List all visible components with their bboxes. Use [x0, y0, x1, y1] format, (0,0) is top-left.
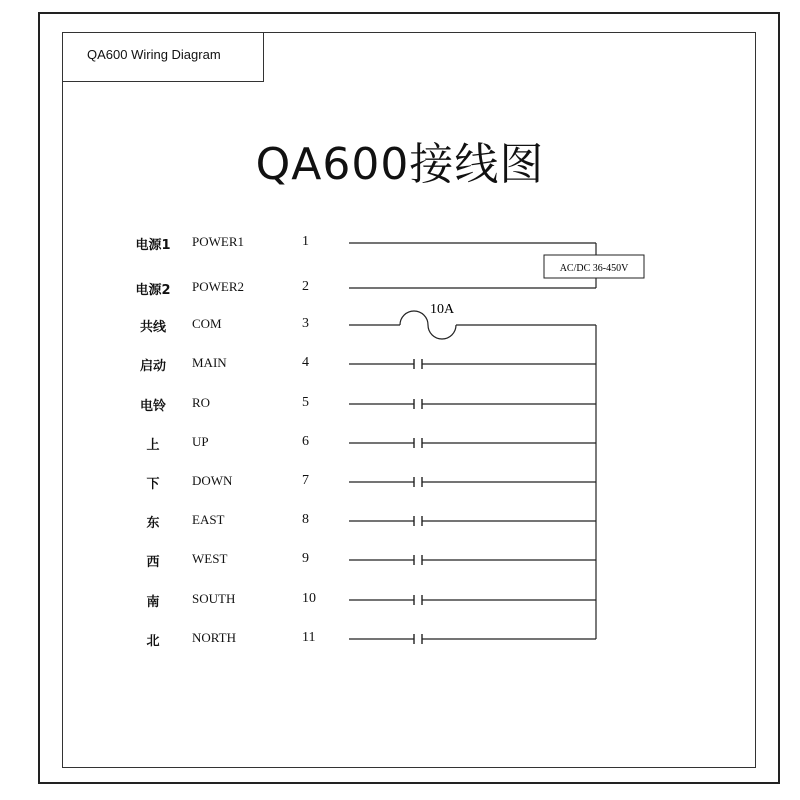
terminal-zh-label: 电源2	[135, 283, 171, 298]
terminal-number: 9	[302, 551, 309, 566]
terminal-zh-label: 南	[146, 595, 160, 610]
switch-line-5	[349, 399, 596, 409]
terminal-en-label: RO	[192, 395, 211, 410]
terminal-en-label: WEST	[192, 551, 228, 566]
terminal-number: 4	[302, 355, 309, 370]
terminal-zh-label: 东	[146, 516, 160, 531]
terminal-zh-label: 西	[146, 555, 160, 570]
switch-line-9	[349, 555, 596, 565]
terminal-number: 11	[302, 630, 316, 645]
terminal-en-label: POWER2	[192, 279, 244, 294]
terminal-en-label: EAST	[192, 512, 225, 527]
switch-line-11	[349, 634, 596, 644]
common-line	[349, 311, 596, 339]
terminal-zh-label: 北	[146, 634, 160, 649]
terminal-zh-label: 电源1	[135, 238, 171, 253]
terminal-number: 7	[302, 473, 309, 488]
terminal-en-label: COM	[192, 316, 222, 331]
switch-line-7	[349, 477, 596, 487]
switch-line-6	[349, 438, 596, 448]
terminal-zh-label: 电铃	[139, 399, 166, 414]
terminal-en-label: DOWN	[192, 473, 233, 488]
terminal-number: 1	[302, 234, 309, 249]
terminal-zh-label: 上	[146, 438, 160, 453]
terminal-number: 10	[302, 591, 316, 606]
diagram-title: QA600 Wiring Diagram	[87, 47, 221, 62]
power-supply	[349, 243, 644, 288]
terminal-number: 2	[302, 279, 309, 294]
terminal-number: 5	[302, 395, 309, 410]
terminal-en-label: POWER1	[192, 234, 244, 249]
switch-line-8	[349, 516, 596, 526]
fuse-label: 10A	[430, 302, 455, 317]
fuse	[430, 302, 455, 317]
terminal-number: 3	[302, 316, 309, 331]
terminal-zh-label: 下	[146, 477, 160, 492]
terminal-en-label: SOUTH	[192, 591, 236, 606]
power-supply-label: AC/DC 36-450V	[559, 263, 629, 274]
terminal-en-label: NORTH	[192, 630, 236, 645]
switch-line-10	[349, 595, 596, 605]
terminal-zh-label: 启动	[139, 359, 166, 374]
terminal-en-label: UP	[192, 434, 209, 449]
terminal-zh-label: 共线	[139, 320, 166, 335]
terminal-en-label: MAIN	[192, 355, 227, 370]
terminal-number: 6	[302, 434, 309, 449]
switch-line-4	[349, 359, 596, 369]
main-title: QA600接线图	[255, 139, 545, 190]
terminal-number: 8	[302, 512, 309, 527]
